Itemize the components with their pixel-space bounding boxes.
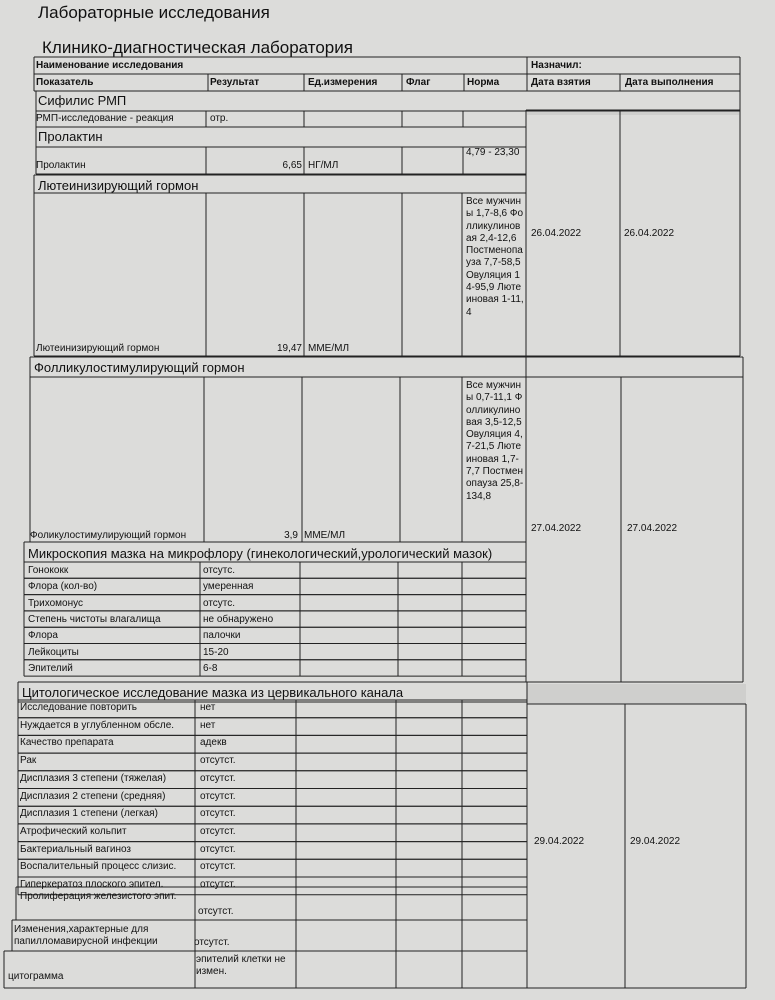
row-result: 15-20 (203, 646, 229, 658)
row-name: Пролиферация железистого эпит. (20, 891, 177, 902)
row-name: Дисплазия 2 степени (средняя) (20, 790, 166, 802)
page-title: Лабораторные исследования (38, 3, 270, 22)
cyto-date-taken: 29.04.2022 (534, 836, 585, 847)
row-result: нет (200, 719, 216, 731)
row-name: Бактериальный вагиноз (20, 843, 132, 855)
row-name: Рак (20, 755, 37, 767)
section-cyto-title: Цитологическое исследование мазка из цервикального канала (22, 685, 404, 700)
header-ordered-by: Назначил: (531, 60, 582, 71)
row-result: отр. (210, 113, 229, 124)
row-result: нет (200, 702, 216, 713)
section-fsh-title: Фолликулостимулирующий гормон (34, 360, 245, 375)
section-syphilis-title: Сифилис РМП (38, 93, 127, 108)
row-result: отсутст. (200, 772, 236, 784)
row-result: умеренная (203, 581, 254, 593)
row-name: Пролактин (36, 160, 86, 171)
row-name: Качество препарата (20, 737, 114, 749)
row-name: Флора (28, 630, 58, 642)
row-name: цитограмма (8, 971, 64, 982)
row-result: палочки (203, 630, 241, 642)
row-result: отсутс. (203, 597, 236, 609)
section-lh-title: Лютеинизирующий гормон (38, 178, 199, 193)
row-unit: МME/МЛ (308, 343, 350, 354)
row-name: Трихомонус (28, 597, 83, 609)
row-result: отсутст. (198, 906, 234, 917)
fsh-date-taken: 27.04.2022 (531, 523, 582, 534)
section-micro-title: Микроскопия мазка на микрофлору (гинекологический,урологический мазок) (28, 546, 493, 561)
row-result: 6-8 (203, 662, 218, 674)
col-date-done: Дата выполнения (625, 77, 714, 88)
row-norm: 4,79 - 23,30 (466, 147, 520, 158)
row-name: Флора (кол-во) (28, 581, 98, 593)
col-indicator: Показатель (36, 77, 94, 88)
lh-date-taken: 26.04.2022 (531, 228, 582, 239)
row-name: Нуждается в углубленном обсле. (20, 719, 175, 731)
row-norm: Все мужчины 0,7-11,1 Фолликулиновая 3,5-12,5 Овуляция 4,7-21,5 Лютеиновая 1,7-7,7 Постменопауза 25,8-134,8 (466, 380, 524, 502)
row-norm: Все мужчины 1,7-8,6 Фолликулиновая 2,4-12,6 Постменопауза 7,7-58,5 Овуляция 14-95,9 Лютеиновая 1-11,4 (466, 196, 524, 318)
header-study-name: Наименование исследования (36, 60, 184, 71)
row-name: Лютеинизирующий гормон (36, 343, 160, 354)
row-result: не обнаружено (203, 613, 274, 625)
row-result: отсутст. (194, 937, 230, 948)
row-name: Гиперкератоз плоского эпител. (20, 879, 164, 890)
row-name: РМП-исследование - реакция (36, 113, 174, 124)
row-name: Эпителий (28, 662, 73, 674)
row-name: Исследование повторить (20, 702, 138, 713)
row-result: 3,9 (284, 530, 298, 541)
row-result: эпителий клетки не измен. (196, 954, 286, 978)
row-result: 6,65 (282, 160, 302, 171)
col-flag: Флаг (406, 77, 431, 88)
row-name: Гонококк (28, 565, 69, 576)
section-prolactin-title: Пролактин (38, 129, 103, 144)
row-name: Воспалительный процесс слизис. (20, 861, 177, 873)
row-unit: MME/МЛ (304, 530, 346, 541)
row-result: адекв (200, 737, 227, 749)
row-result: отсутст. (200, 879, 236, 890)
row-result: отсутст. (200, 843, 236, 855)
row-unit: НГ/МЛ (308, 160, 339, 171)
row-result: 19,47 (276, 343, 302, 354)
row-name: Дисплазия 3 степени (тяжелая) (20, 772, 167, 784)
col-date-taken: Дата взятия (531, 77, 591, 88)
row-name: Фоликулостимулирующий гормон (30, 530, 187, 541)
fsh-date-done: 27.04.2022 (627, 523, 678, 534)
col-norm: Норма (467, 77, 500, 88)
row-result: отсутст. (200, 808, 236, 820)
row-result: отсутст. (200, 861, 236, 873)
row-result: отсутст. (200, 825, 236, 837)
lh-date-done: 26.04.2022 (624, 228, 675, 239)
row-name: Изменения,характерные для папилломавирусной инфекции (14, 924, 158, 948)
row-name: Дисплазия 1 степени (легкая) (20, 808, 158, 820)
lab-title: Клинико-диагностическая лаборатория (42, 38, 353, 57)
col-result: Результат (210, 77, 260, 88)
col-unit: Ед.измерения (308, 77, 378, 88)
row-result: отсутс. (203, 565, 236, 576)
row-result: отсутст. (200, 790, 236, 802)
row-name: Лейкоциты (28, 646, 79, 658)
row-name: Атрофический кольпит (20, 825, 127, 837)
cyto-date-done: 29.04.2022 (630, 836, 681, 847)
row-result: отсутст. (200, 755, 236, 767)
row-name: Степень чистоты влагалища (28, 613, 161, 625)
